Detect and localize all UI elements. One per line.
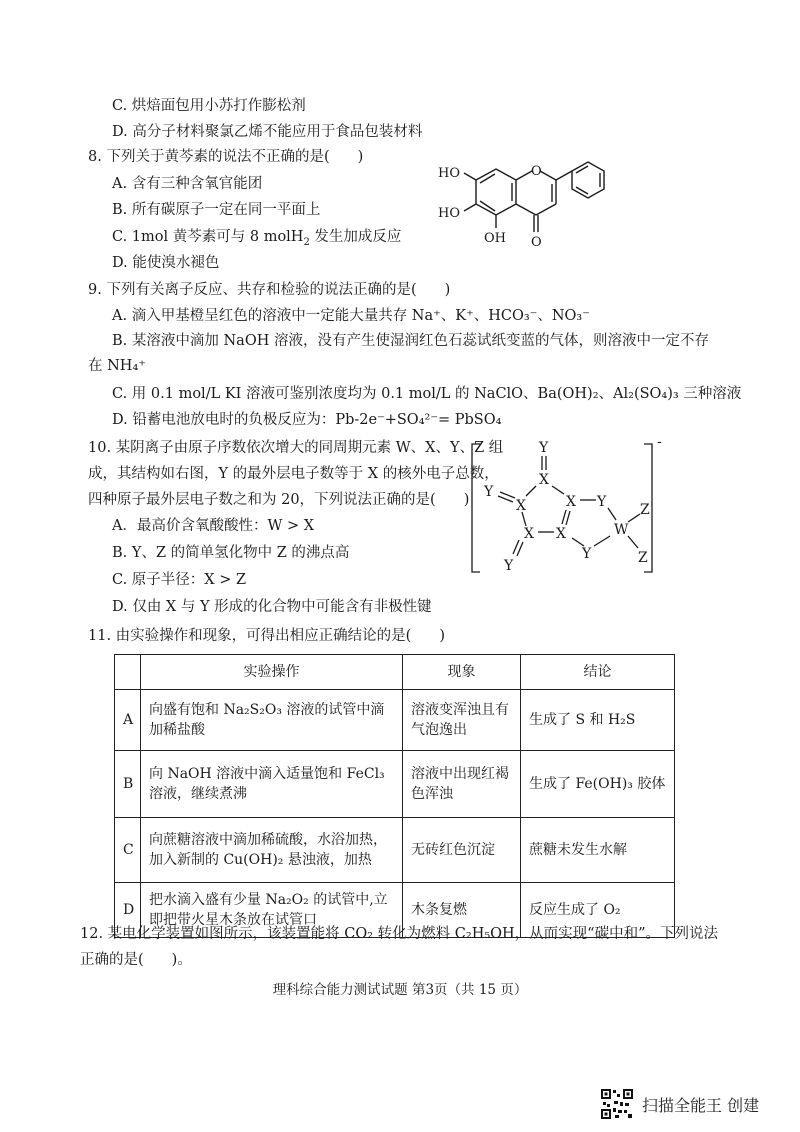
row-operation: 把水滴入盛有少量 Na₂O₂ 的试管中,立即把带火星木条放在试管口 [141,883,403,938]
scanner-text: 扫描全能王 创建 [642,1095,760,1115]
row-label: B [115,751,141,818]
experiment-table [114,654,675,938]
atom-y-top: Y [539,440,549,456]
oh-label-bottom: OH [484,231,506,246]
q12-stem-line2: 正确的是( )。 [80,952,192,968]
row-phenomenon: 木条复燃 [403,883,521,938]
baicalein-structure [428,160,618,252]
atom-y-left: Y [484,484,494,500]
q12-stem-line1: 12. 某电化学装置如图所示，该装置能将 CO₂ 转化为燃料 C₂H₅OH，从而实现“碳中和”。下列说法 [80,926,719,942]
oh-label-top: HO [438,166,460,181]
row-operation: 向 NaOH 溶液中滴入适量饱和 FeCl₃ 溶液，继续煮沸 [141,751,403,818]
table-header-row [115,655,675,690]
q10-stem-line2: 成，其结构如右图，Y 的最外层电子数等于 X 的核外电子总数， [88,466,499,482]
q11-stem: 11. 由实验操作和现象，可得出相应正确结论的是( ) [88,628,445,644]
q10-option-d: D. 仅由 X 与 Y 形成的化合物中可能含有非极性键 [112,599,432,615]
row-operation: 向蔗糖溶液中滴加稀硫酸，水浴加热，加入新制的 Cu(OH)₂ 悬浊液，加热 [141,818,403,883]
atom-x-lower-left: X [524,526,534,542]
table-header-phenomenon: 现象 [403,655,521,690]
table-row [115,690,675,751]
row-phenomenon: 溶液中出现红褐色浑浊 [403,751,521,818]
row-label: C [115,818,141,883]
atom-y-right: Y [597,494,607,510]
q7-option-c: C. 烘焙面包用小苏打作膨松剂 [112,98,306,114]
q7-option-d: D. 高分子材料聚氯乙烯不能应用于食品包装材料 [112,124,423,140]
atom-w: W [614,522,629,538]
table-header-blank [115,655,141,690]
atom-x-left: X [516,498,526,514]
row-phenomenon: 溶液变浑浊且有气泡逸出 [403,690,521,751]
atom-y-lower: Y [582,546,592,562]
atom-x-lower: X [556,526,566,542]
q8-option-b: B. 所有碳原子一定在同一平面上 [112,202,321,218]
row-label: D [115,883,141,938]
row-phenomenon: 无砖红色沉淀 [403,818,521,883]
q10-option-b: B. Y、Z 的简单氢化物中 Z 的沸点高 [112,545,350,561]
oh-label-mid: HO [438,206,460,221]
q8-option-d: D. 能使溴水褪色 [112,255,220,271]
charge-sign: - [657,434,662,450]
q9-stem: 9. 下列有关离子反应、共存和检验的说法正确的是( ) [88,282,451,298]
q10-option-a: A．最高价含氧酸酸性：W > X [112,518,315,534]
row-conclusion: 反应生成了 O₂ [521,883,675,938]
table-row [115,751,675,818]
q10-option-c: C. 原子半径：X > Z [112,572,247,588]
q10-stem-line3: 四种原子最外层电子数之和为 20，下列说法正确的是( ) [88,492,470,508]
atom-x-top: X [539,472,549,488]
q8-option-a: A. 含有三种含氧官能团 [112,176,263,192]
row-operation: 向盛有饱和 Na₂S₂O₃ 溶液的试管中滴加稀盐酸 [141,690,403,751]
q9-option-b-line1: B. 某溶液中滴加 NaOH 溶液，没有产生使湿润红色石蕊试纸变蓝的气体，则溶液中一定不存 [112,333,709,349]
atom-x-right: X [566,494,576,510]
q9-option-c: C. 用 0.1 mol/L KI 溶液可鉴别浓度均为 0.1 mol/L 的 NaClO、Ba(OH)₂、Al₂(SO₄)₃ 三种溶液 [112,386,742,402]
scanner-watermark [600,1088,759,1120]
atom-y-bottom: Y [504,558,514,574]
atom-z-lower: Z [638,550,648,566]
q9-option-b-line2: 在 NH₄⁺ [88,358,146,374]
ring-oxygen-label: O [531,164,542,179]
q8-option-c: C. 1mol 黄芩素可与 8 molH$_2$ 发生加成反应 [112,229,402,248]
anion-structure [462,434,670,584]
table-header-operation: 实验操作 [141,655,403,690]
table-row [115,818,675,883]
table-header-conclusion: 结论 [521,655,675,690]
row-conclusion: 生成了 Fe(OH)₃ 胶体 [521,751,675,818]
page-footer: 理科综合能力测试试题 第3页（共 15 页） [272,982,528,998]
row-conclusion: 生成了 S 和 H₂S [521,690,675,751]
row-conclusion: 蔗糖未发生水解 [521,818,675,883]
q9-option-a: A. 滴入甲基橙呈红色的溶液中一定能大量共存 Na⁺、K⁺、HCO₃⁻、NO₃⁻ [112,308,590,324]
q8-stem: 8. 下列关于黄芩素的说法不正确的是( ) [88,149,364,165]
atom-z-upper: Z [640,502,650,518]
q9-option-d: D. 铅蓄电池放电时的负极反应为：Pb-2e⁻+SO₄²⁻= PbSO₄ [112,412,502,428]
q10-stem-line1: 10. 某阴离子由原子序数依次增大的同周期元素 W、X、Y、Z 组 [88,440,504,456]
qr-code-icon [600,1088,634,1120]
row-label: A [115,690,141,751]
carbonyl-oxygen-label: O [531,235,542,250]
